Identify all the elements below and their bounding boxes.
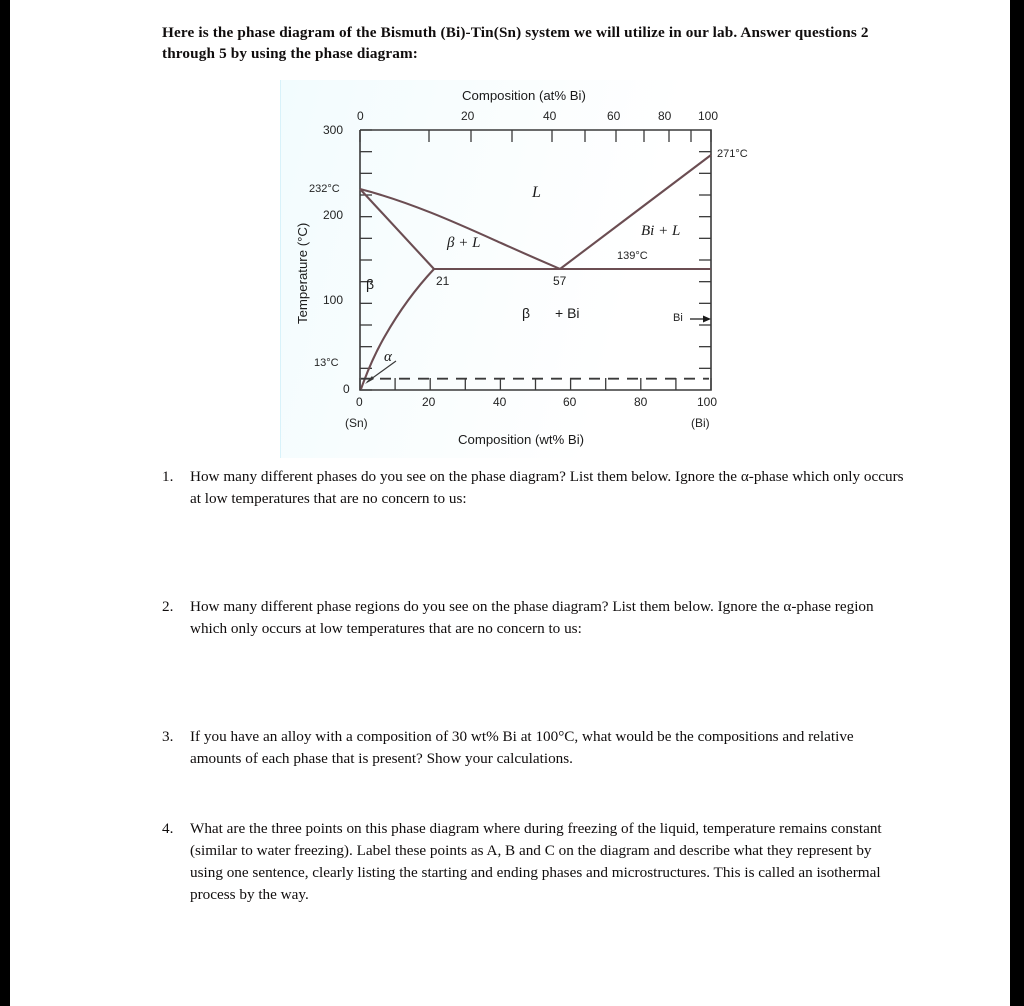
label-beta-plus-liquid: β + L <box>447 235 481 251</box>
y-tick-300: 300 <box>323 123 344 137</box>
question-3 <box>162 726 908 770</box>
bottom-tick-100: 100 <box>697 395 718 409</box>
right-axis-ticks <box>699 152 711 369</box>
phase-diagram-inner <box>281 80 761 458</box>
label-eutectic-composition: 57 <box>553 274 567 288</box>
question-4 <box>162 818 908 906</box>
endpoint-label-bi: (Bi) <box>691 416 710 430</box>
question-1 <box>162 466 908 510</box>
document-page <box>10 0 1010 1006</box>
label-bi-arrow: Bi <box>673 312 683 324</box>
question-3-number: 3. <box>162 728 174 745</box>
top-tick-40: 40 <box>543 109 557 123</box>
label-alpha: α <box>384 349 392 365</box>
label-plus-bi: + Bi <box>555 305 580 321</box>
question-2 <box>162 596 908 640</box>
bottom-tick-20: 20 <box>422 395 436 409</box>
phase-diagram-figure <box>280 80 761 458</box>
liquidus-sn-curve <box>360 189 560 269</box>
bottom-tick-40: 40 <box>493 395 507 409</box>
question-4-number: 4. <box>162 820 174 837</box>
label-beta-region: β <box>522 305 531 321</box>
label-bi-plus-liquid: Bi + L <box>641 223 681 239</box>
intro-paragraph: Here is the phase diagram of the Bismuth (Bi)-Tin(Sn) system we will utilize in our lab. Answer questions 2 through 5 by using the phase diagram: <box>162 24 869 62</box>
question-2-text: How many different phase regions do you see on the phase diagram? List them below. Ignore the α-phase region which only occurs at low temperatures that are no concern to us: <box>190 598 874 637</box>
y-tick-232: 232°C <box>309 183 340 195</box>
y-axis-title: Temperature (°C) <box>295 222 310 324</box>
question-1-text: How many different phases do you see on the phase diagram? List them below. Ignore the α-phase which only occurs at low temperatures that are no concern to us: <box>190 468 904 507</box>
question-3-text: If you have an alloy with a composition of 30 wt% Bi at 100°C, what would be the compositions and relative amounts of each phase that is present? Show your calculations. <box>190 728 854 767</box>
phase-diagram-plot <box>281 80 761 458</box>
question-1-number: 1. <box>162 468 174 485</box>
label-solvus-composition: 21 <box>436 274 450 288</box>
bottom-tick-0: 0 <box>356 395 363 409</box>
bottom-axis-ticks <box>360 378 711 390</box>
label-beta: β <box>366 276 375 292</box>
label-eutectic-temperature: 139°C <box>617 250 648 262</box>
question-4-text: What are the three points on this phase diagram where during freezing of the liquid, temperature remains constant (similar to water freezing). Label these points as A, B and C on the diagram and describe what they represent by using one sentence, clearly listing the starting and ending phases and microstructures. This is called an isothermal process by the way. <box>190 820 882 903</box>
y-tick-0: 0 <box>343 382 350 396</box>
bi-pointer-arrowhead <box>703 316 711 323</box>
top-tick-80: 80 <box>658 109 672 123</box>
top-tick-0: 0 <box>357 109 364 123</box>
label-melting-bi: 271°C <box>717 148 748 160</box>
bottom-axis-title: Composition (wt% Bi) <box>458 432 585 447</box>
bottom-tick-80: 80 <box>634 395 648 409</box>
top-tick-60: 60 <box>607 109 621 123</box>
label-liquid: L <box>532 184 541 201</box>
document-body <box>10 0 1010 1006</box>
top-tick-20: 20 <box>461 109 475 123</box>
top-axis-ticks <box>360 130 711 142</box>
top-axis-title: Composition (at% Bi) <box>462 88 586 103</box>
y-tick-100: 100 <box>323 293 344 307</box>
plot-frame <box>360 130 711 390</box>
left-axis-ticks <box>360 130 375 390</box>
endpoint-label-sn: (Sn) <box>345 416 368 430</box>
bottom-tick-60: 60 <box>563 395 577 409</box>
question-2-number: 2. <box>162 598 174 615</box>
y-tick-200: 200 <box>323 208 344 222</box>
y-tick-13: 13°C <box>314 357 339 369</box>
top-tick-100: 100 <box>698 109 719 123</box>
